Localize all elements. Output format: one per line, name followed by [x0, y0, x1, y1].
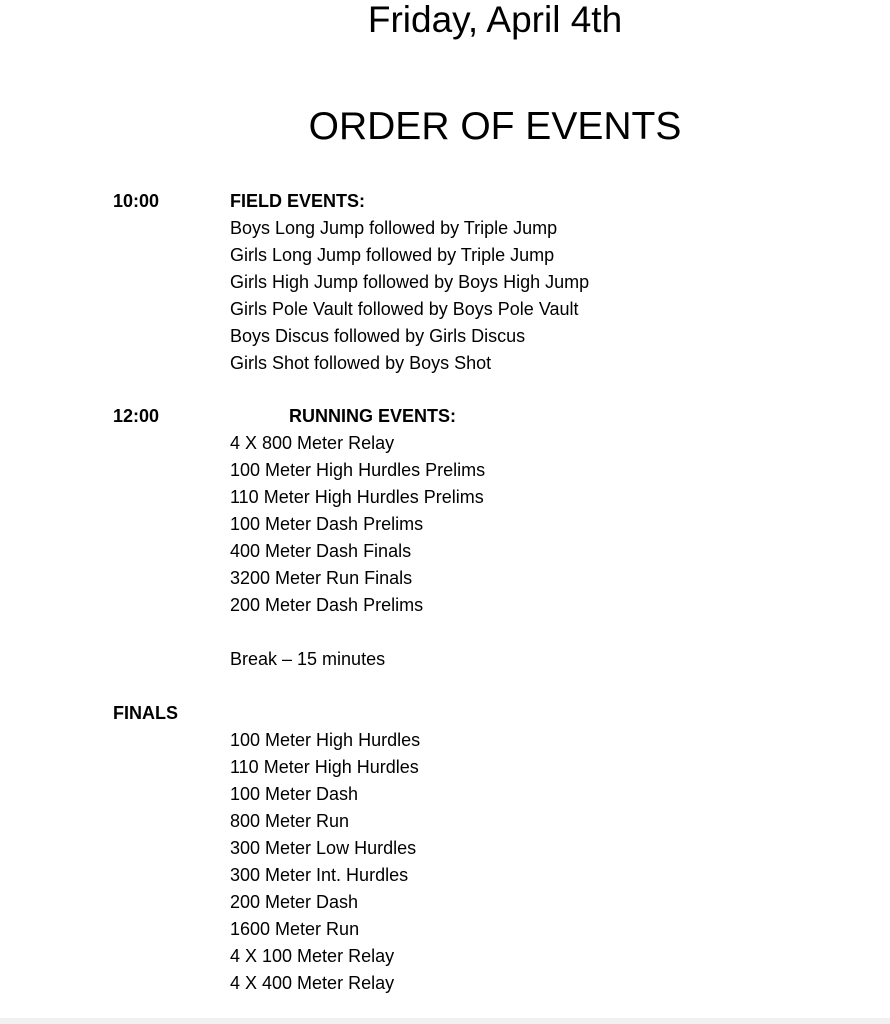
running-events-time: 12:00	[113, 406, 160, 426]
list-item: Boys Discus followed by Girls Discus	[230, 326, 526, 346]
list-item: 300 Meter Int. Hurdles	[230, 865, 409, 885]
list-item: 400 Meter Dash Finals	[230, 541, 412, 561]
field-events-time: 10:00	[113, 191, 160, 211]
list-item: 110 Meter High Hurdles	[230, 757, 419, 777]
running-events-heading: RUNNING EVENTS:	[289, 406, 457, 426]
list-item: 200 Meter Dash Prelims	[230, 595, 424, 615]
list-item: 800 Meter Run	[230, 811, 350, 831]
page-title: ORDER OF EVENTS	[308, 105, 682, 148]
list-item: 100 Meter Dash	[230, 784, 359, 804]
list-item: 100 Meter Dash Prelims	[230, 514, 424, 534]
running-events-list	[230, 430, 485, 619]
list-item: Girls Shot followed by Boys Shot	[230, 353, 492, 373]
list-item: 300 Meter Low Hurdles	[230, 838, 417, 858]
page-bottom-edge	[0, 1018, 890, 1024]
list-item: 4 X 100 Meter Relay	[230, 946, 395, 966]
list-item: 200 Meter Dash	[230, 892, 359, 912]
list-item: 4 X 400 Meter Relay	[230, 973, 395, 993]
finals-heading: FINALS	[113, 703, 178, 723]
field-events-list	[230, 215, 589, 377]
list-item: 100 Meter High Hurdles	[230, 730, 421, 750]
list-item: 1600 Meter Run	[230, 919, 360, 939]
list-item: Girls Long Jump followed by Triple Jump	[230, 245, 555, 265]
list-item: Girls High Jump followed by Boys High Jump	[230, 272, 590, 292]
list-item: 100 Meter High Hurdles Prelims	[230, 460, 486, 480]
field-events-heading: FIELD EVENTS:	[230, 191, 366, 211]
finals-list	[230, 727, 420, 997]
list-item: 110 Meter High Hurdles Prelims	[230, 487, 484, 507]
list-item: Girls Pole Vault followed by Boys Pole Vault	[230, 299, 579, 319]
break-note: Break – 15 minutes	[230, 649, 386, 669]
list-item: Boys Long Jump followed by Triple Jump	[230, 218, 558, 238]
list-item: 4 X 800 Meter Relay	[230, 433, 395, 453]
list-item: 3200 Meter Run Finals	[230, 568, 413, 588]
date-title: Friday, April 4th	[367, 0, 623, 40]
